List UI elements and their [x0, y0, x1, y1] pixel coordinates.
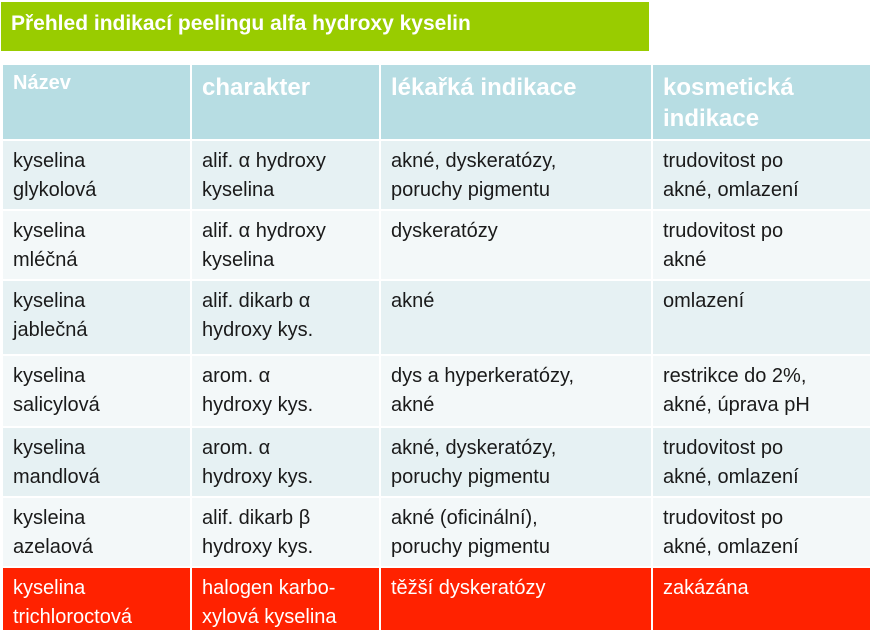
cell-medical: dys a hyperkeratózy, akné — [380, 355, 652, 427]
cell-name: kyselina jablečná — [2, 280, 191, 355]
table-header-row — [2, 64, 871, 140]
cell-character: alif. dikarb β hydroxy kys. — [191, 497, 380, 567]
cell-medical: akné (oficinální), poruchy pigmentu — [380, 497, 652, 567]
cell-medical: akné, dyskeratózy, poruchy pigmentu — [380, 140, 652, 210]
cell-character: arom. α hydroxy kys. — [191, 355, 380, 427]
table-row — [2, 140, 871, 210]
table-row — [2, 427, 871, 497]
header-cosmetic-indication: kosmetická indikace — [652, 64, 871, 140]
cell-character: arom. α hydroxy kys. — [191, 427, 380, 497]
cell-cosmetic: omlazení — [652, 280, 871, 355]
acid-indications-table — [1, 63, 872, 630]
table-row — [2, 355, 871, 427]
cell-name: kyselina trichloroctová — [2, 567, 191, 630]
cell-name: kyselina mléčná — [2, 210, 191, 280]
cell-cosmetic: trudovitost po akné — [652, 210, 871, 280]
cell-medical: těžší dyskeratózy — [380, 567, 652, 630]
cell-character: alif. α hydroxy kyselina — [191, 210, 380, 280]
cell-name: kysleina azelaová — [2, 497, 191, 567]
table-row — [2, 210, 871, 280]
cell-name: kyselina glykolová — [2, 140, 191, 210]
table-row-highlighted — [2, 567, 871, 630]
header-medical-indication: lékařká indikace — [380, 64, 652, 140]
cell-character: alif. α hydroxy kyselina — [191, 140, 380, 210]
slide-title: Přehled indikací peelingu alfa hydroxy kyselin — [1, 2, 649, 51]
header-character: charakter — [191, 64, 380, 140]
cell-medical: akné — [380, 280, 652, 355]
cell-cosmetic: zakázána — [652, 567, 871, 630]
cell-character: alif. dikarb α hydroxy kys. — [191, 280, 380, 355]
cell-cosmetic: trudovitost po akné, omlazení — [652, 427, 871, 497]
header-name: Název — [2, 64, 191, 140]
cell-medical: dyskeratózy — [380, 210, 652, 280]
cell-character: halogen karbo- xylová kyselina — [191, 567, 380, 630]
cell-name: kyselina mandlová — [2, 427, 191, 497]
table-row — [2, 497, 871, 567]
cell-cosmetic: restrikce do 2%, akné, úprava pH — [652, 355, 871, 427]
cell-medical: akné, dyskeratózy, poruchy pigmentu — [380, 427, 652, 497]
table-row — [2, 280, 871, 355]
cell-cosmetic: trudovitost po akné, omlazení — [652, 140, 871, 210]
cell-cosmetic: trudovitost po akné, omlazení — [652, 497, 871, 567]
cell-name: kyselina salicylová — [2, 355, 191, 427]
